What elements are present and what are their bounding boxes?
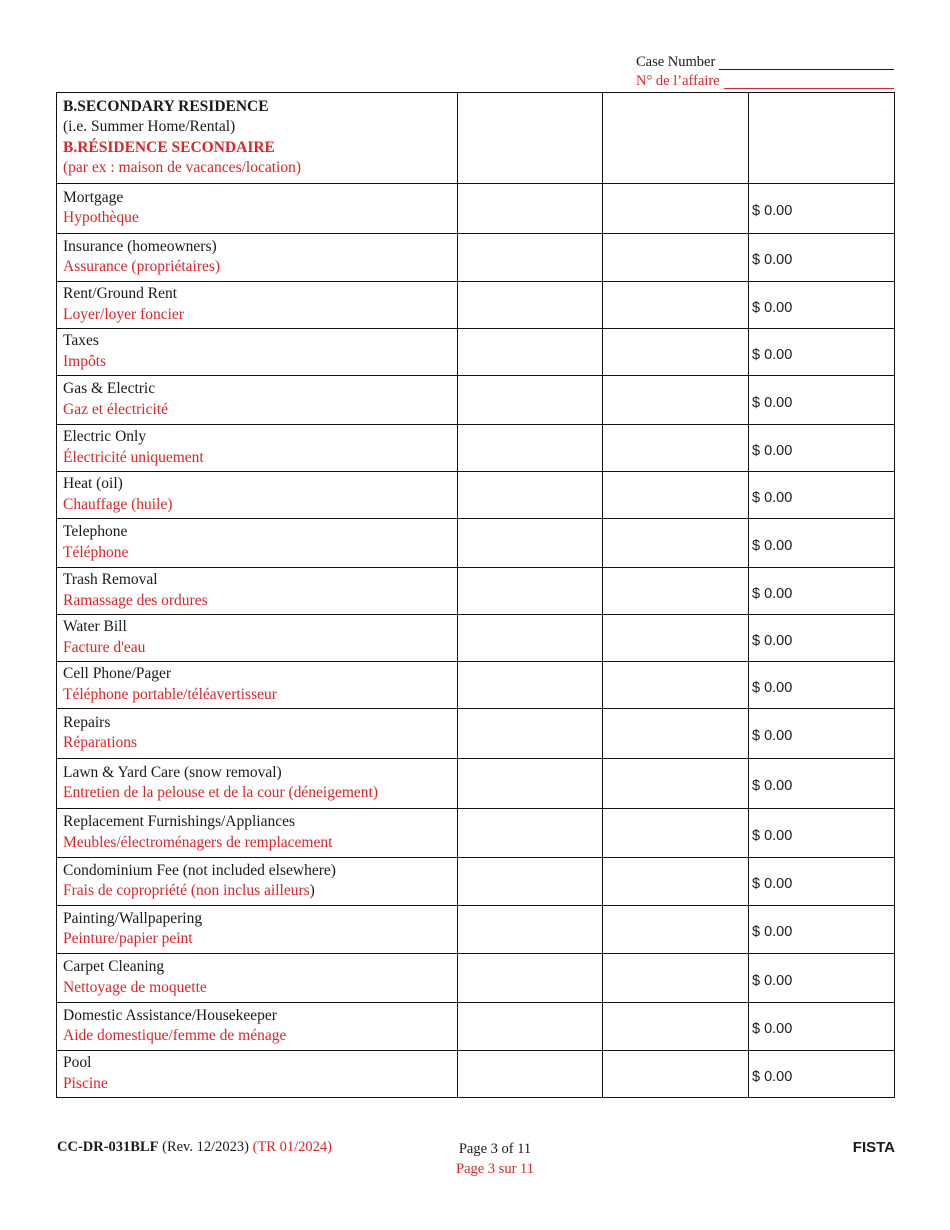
expense-input-cell-1[interactable] xyxy=(458,809,603,858)
expense-label-cell xyxy=(57,568,458,615)
expense-input-cell-2[interactable] xyxy=(603,184,749,234)
form-code: CC-DR-031BLF xyxy=(57,1139,159,1155)
expense-label: Domestic Assistance/Housekeeper xyxy=(63,1006,277,1024)
expense-label-fr-line xyxy=(63,208,451,229)
expense-label: Carpet Cleaning xyxy=(63,958,165,975)
expense-label-fr: Gaz et électricité xyxy=(63,400,168,418)
expense-label-fr: Réparations xyxy=(63,734,138,751)
expense-label-fr-tail: ) xyxy=(309,882,315,899)
expense-row xyxy=(57,1003,895,1051)
expense-label-fr-line xyxy=(63,783,451,804)
expense-input-cell-2[interactable] xyxy=(603,472,749,519)
expense-row xyxy=(57,1051,895,1098)
expense-label-fr-line xyxy=(63,305,451,326)
form-identifier xyxy=(57,1139,332,1156)
expense-label: Telephone xyxy=(63,523,128,540)
header-blank-cell-1 xyxy=(458,93,603,184)
expense-amount[interactable]: $ 0.00 xyxy=(749,662,895,709)
expense-input-cell-1[interactable] xyxy=(458,662,603,709)
expense-row xyxy=(57,519,895,568)
expense-label-fr: Entretien de la pelouse et de la cour (déneigement) xyxy=(63,784,379,801)
expense-label-fr: Loyer/loyer foncier xyxy=(63,305,184,323)
section-subtitle: (i.e. Summer Home/Rental) xyxy=(63,118,236,135)
expense-input-cell-2[interactable] xyxy=(603,329,749,376)
expense-label-fr-line xyxy=(63,257,451,278)
expense-label-cell xyxy=(57,234,458,282)
section-title-fr: B.RÉSIDENCE SECONDAIRE xyxy=(63,138,275,156)
header-blank-cell-3 xyxy=(749,93,895,184)
expense-label-fr-line xyxy=(63,400,451,421)
expense-label-fr-line xyxy=(63,591,451,612)
expense-input-cell-1[interactable] xyxy=(458,184,603,234)
expense-amount[interactable]: $ 0.00 xyxy=(749,472,895,519)
expense-row xyxy=(57,858,895,906)
expense-input-cell-1[interactable] xyxy=(458,1003,603,1051)
expense-label-fr: Meubles/électroménagers de remplacement xyxy=(63,833,333,851)
fista-mark: FISTA xyxy=(852,1139,895,1156)
expense-input-cell-1[interactable] xyxy=(458,425,603,472)
expense-table xyxy=(56,92,895,1098)
expense-input-cell-2[interactable] xyxy=(603,954,749,1003)
expense-label-cell xyxy=(57,809,458,858)
expense-input-cell-1[interactable] xyxy=(458,1051,603,1098)
expense-label: Condominium Fee (not included elsewhere) xyxy=(63,861,336,879)
expense-row xyxy=(57,425,895,472)
expense-label: Trash Removal xyxy=(63,571,158,588)
expense-label-cell xyxy=(57,858,458,906)
expense-amount[interactable]: $ 0.00 xyxy=(749,282,895,329)
expense-row xyxy=(57,184,895,234)
expense-label-fr: Électricité uniquement xyxy=(63,448,204,466)
expense-label-cell xyxy=(57,759,458,809)
expense-input-cell-2[interactable] xyxy=(603,615,749,662)
expense-amount[interactable]: $ 0.00 xyxy=(749,329,895,376)
expense-input-cell-2[interactable] xyxy=(603,809,749,858)
expense-label: Gas & Electric xyxy=(63,380,156,397)
expense-label-fr: Impôts xyxy=(63,352,107,370)
expense-label: Rent/Ground Rent xyxy=(63,285,178,302)
expense-amount[interactable]: $ 0.00 xyxy=(749,1003,895,1051)
page-number xyxy=(453,1139,537,1179)
expense-label: Insurance (homeowners) xyxy=(63,237,217,255)
expense-amount[interactable]: $ 0.00 xyxy=(749,615,895,662)
expense-row xyxy=(57,906,895,954)
header-blank-cell-2 xyxy=(603,93,749,184)
expense-label-fr-line xyxy=(63,352,451,373)
expense-input-cell-1[interactable] xyxy=(458,615,603,662)
expense-label: Repairs xyxy=(63,713,111,731)
expense-label-fr: Frais de copropriété (non inclus ailleurs xyxy=(63,882,310,899)
expense-label-fr-line xyxy=(63,978,451,999)
expense-label-fr: Piscine xyxy=(63,1074,108,1092)
expense-input-cell-1[interactable] xyxy=(458,376,603,425)
expense-label-fr: Nettoyage de moquette xyxy=(63,978,207,996)
expense-label-cell xyxy=(57,425,458,472)
expense-label-cell xyxy=(57,282,458,329)
expense-label-fr-line xyxy=(63,733,451,754)
expense-label-cell xyxy=(57,329,458,376)
form-revision: (Rev. 12/2023) xyxy=(162,1139,249,1155)
expense-amount[interactable]: $ 0.00 xyxy=(749,709,895,759)
expense-label: Lawn & Yard Care (snow removal) xyxy=(63,763,282,781)
expense-label: Electric Only xyxy=(63,428,147,445)
section-header-row xyxy=(57,93,895,184)
expense-label-cell xyxy=(57,1051,458,1098)
expense-label-fr-line xyxy=(63,448,451,469)
expense-input-cell-1[interactable] xyxy=(458,858,603,906)
expense-row xyxy=(57,568,895,615)
case-number-field[interactable] xyxy=(719,54,894,70)
expense-input-cell-2[interactable] xyxy=(603,662,749,709)
expense-label-cell xyxy=(57,954,458,1003)
expense-row xyxy=(57,709,895,759)
expense-amount[interactable]: $ 0.00 xyxy=(749,858,895,906)
expense-label: Replacement Furnishings/Appliances xyxy=(63,813,296,830)
form-translation: (TR 01/2024) xyxy=(252,1139,332,1155)
expense-label-fr: Peinture/papier peint xyxy=(63,930,193,947)
expense-amount[interactable]: $ 0.00 xyxy=(749,954,895,1003)
expense-label: Taxes xyxy=(63,332,99,349)
case-number-field-fr[interactable] xyxy=(724,73,894,89)
expense-input-cell-1[interactable] xyxy=(458,709,603,759)
expense-input-cell-2[interactable] xyxy=(603,1003,749,1051)
expense-label-cell xyxy=(57,376,458,425)
expense-input-cell-1[interactable] xyxy=(458,282,603,329)
expense-amount[interactable]: $ 0.00 xyxy=(749,759,895,809)
expense-label-fr: Assurance (propriétaires) xyxy=(63,258,221,275)
expense-label: Mortgage xyxy=(63,188,124,206)
expense-amount[interactable]: $ 0.00 xyxy=(749,376,895,425)
expense-row xyxy=(57,954,895,1003)
expense-label: Painting/Wallpapering xyxy=(63,909,203,927)
expense-input-cell-1[interactable] xyxy=(458,568,603,615)
expense-label-cell xyxy=(57,709,458,759)
expense-row xyxy=(57,759,895,809)
expense-label-cell xyxy=(57,615,458,662)
expense-amount[interactable]: $ 0.00 xyxy=(749,568,895,615)
expense-amount[interactable]: $ 0.00 xyxy=(749,906,895,954)
expense-amount[interactable]: $ 0.00 xyxy=(749,184,895,234)
expense-row xyxy=(57,615,895,662)
expense-label-cell xyxy=(57,184,458,234)
expense-input-cell-2[interactable] xyxy=(603,234,749,282)
expense-label-fr-line xyxy=(63,543,451,564)
expense-input-cell-2[interactable] xyxy=(603,425,749,472)
expense-label-fr-line xyxy=(63,685,451,706)
expense-row xyxy=(57,472,895,519)
expense-input-cell-2[interactable] xyxy=(603,568,749,615)
case-number-block xyxy=(636,52,894,90)
expense-input-cell-1[interactable] xyxy=(458,329,603,376)
expense-label-fr-line xyxy=(63,881,451,902)
expense-label-cell xyxy=(57,519,458,568)
expense-input-cell-2[interactable] xyxy=(603,906,749,954)
expense-amount[interactable]: $ 0.00 xyxy=(749,425,895,472)
expense-row xyxy=(57,809,895,858)
expense-input-cell-2[interactable] xyxy=(603,709,749,759)
expense-label: Heat (oil) xyxy=(63,475,123,492)
expense-label-fr: Téléphone portable/téléavertisseur xyxy=(63,685,277,703)
expense-input-cell-2[interactable] xyxy=(603,759,749,809)
expense-row xyxy=(57,234,895,282)
expense-input-cell-2[interactable] xyxy=(603,282,749,329)
expense-label-cell xyxy=(57,662,458,709)
expense-label-fr-line xyxy=(63,833,451,854)
expense-label-fr: Facture d'eau xyxy=(63,638,146,656)
page-number-fr: Page 3 sur 11 xyxy=(456,1161,534,1177)
section-title: B.SECONDARY RESIDENCE xyxy=(63,97,269,115)
expense-amount[interactable]: $ 0.00 xyxy=(749,519,895,568)
section-subtitle-fr: (par ex : maison de vacances/location) xyxy=(63,159,301,176)
expense-label-fr-line xyxy=(63,1026,451,1047)
expense-label-cell xyxy=(57,906,458,954)
expense-label-cell xyxy=(57,472,458,519)
expense-amount[interactable]: $ 0.00 xyxy=(749,1051,895,1098)
expense-label-fr: Chauffage (huile) xyxy=(63,495,173,513)
expense-label: Water Bill xyxy=(63,618,127,635)
expense-input-cell-1[interactable] xyxy=(458,234,603,282)
expense-label-fr-line xyxy=(63,495,451,516)
expense-row xyxy=(57,376,895,425)
expense-input-cell-1[interactable] xyxy=(458,906,603,954)
expense-input-cell-1[interactable] xyxy=(458,954,603,1003)
expense-label-fr-line xyxy=(63,638,451,659)
expense-input-cell-2[interactable] xyxy=(603,858,749,906)
page-number-en: Page 3 of 11 xyxy=(458,1141,532,1157)
expense-input-cell-2[interactable] xyxy=(603,376,749,425)
section-header-cell xyxy=(57,93,458,184)
expense-label-fr: Aide domestique/femme de ménage xyxy=(63,1027,287,1044)
expense-label-fr: Ramassage des ordures xyxy=(63,591,208,609)
expense-label-fr-line xyxy=(63,929,451,950)
expense-input-cell-1[interactable] xyxy=(458,759,603,809)
expense-label: Cell Phone/Pager xyxy=(63,665,172,682)
case-number-line xyxy=(636,52,894,71)
expense-amount[interactable]: $ 0.00 xyxy=(749,809,895,858)
case-number-label-fr: N° de l’affaire xyxy=(636,73,720,89)
expense-amount[interactable]: $ 0.00 xyxy=(749,234,895,282)
case-number-label: Case Number xyxy=(636,54,716,70)
expense-label-cell xyxy=(57,1003,458,1051)
expense-row xyxy=(57,662,895,709)
case-number-line-fr xyxy=(636,71,894,90)
expense-input-cell-2[interactable] xyxy=(603,519,749,568)
expense-label-fr-line xyxy=(63,1074,451,1095)
expense-input-cell-1[interactable] xyxy=(458,472,603,519)
expense-label-fr: Hypothèque xyxy=(63,209,139,226)
expense-row xyxy=(57,282,895,329)
expense-input-cell-2[interactable] xyxy=(603,1051,749,1098)
expense-label: Pool xyxy=(63,1054,92,1071)
expense-label-fr: Téléphone xyxy=(63,543,129,561)
expense-input-cell-1[interactable] xyxy=(458,519,603,568)
expense-row xyxy=(57,329,895,376)
